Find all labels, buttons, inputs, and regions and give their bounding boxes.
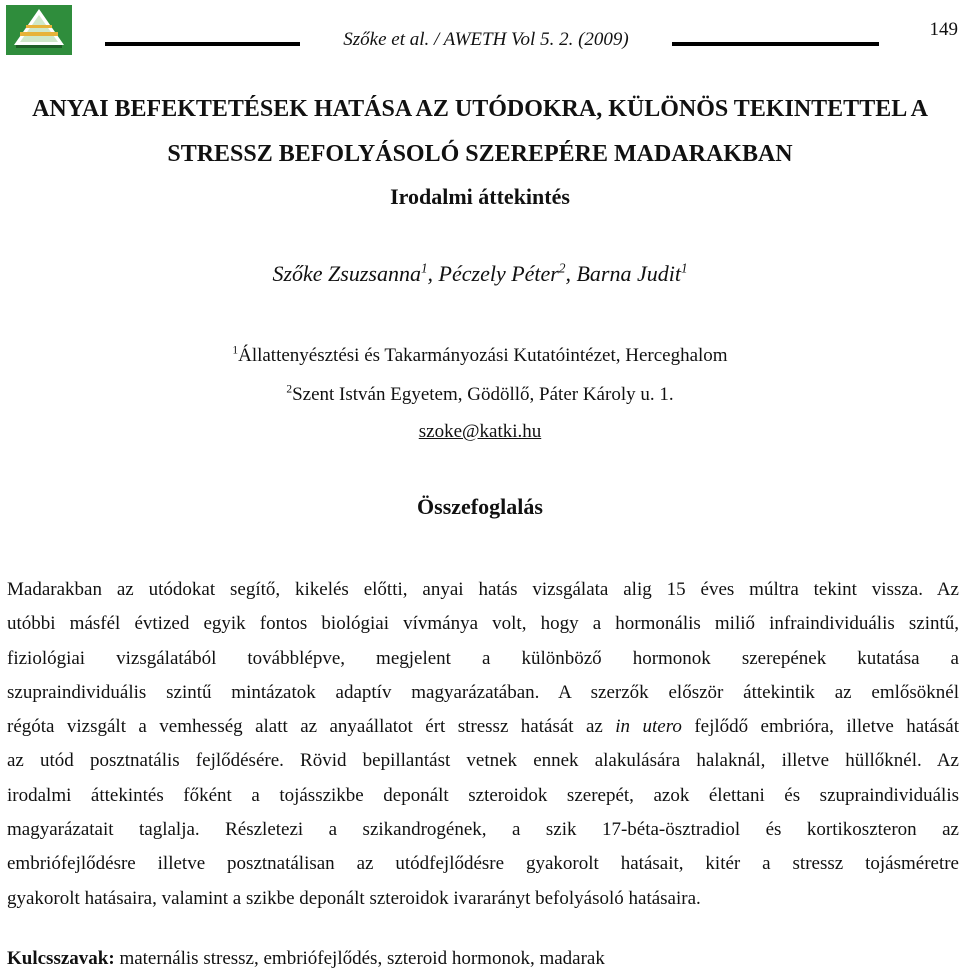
abstract-line: embriófejlődésre illetve posztnatálisan az utódfejlődésre gyakorolt hatásait, kitér a stressz tojásméretre <box>7 853 959 875</box>
abstract-text: fejlődő embrióra, illetve hatását <box>681 716 959 738</box>
header-rule-right <box>672 42 879 46</box>
abstract-line <box>7 710 959 744</box>
journal-logo <box>6 5 72 55</box>
abstract-line: irodalmi áttekintés főként a tojásszikbe deponált szteroidok szerepét, azok élettani és szupraindividuális <box>7 784 959 806</box>
abstract-line: Madarakban az utódokat segítő, kikelés előtti, anyai hatás vizsgálata alig 15 éves múltra tekint vissza. Az <box>7 579 959 600</box>
title-line-2: STRESSZ BEFOLYÁSOLÓ SZEREPÉRE MADARAKBAN <box>167 141 793 167</box>
affiliation-1 <box>0 344 960 368</box>
affiliation-2 <box>0 383 960 407</box>
abstract-line: az utód posztnatális fejlődésére. Rövid bepillantást vetnek ennek alakulására halaknál, illetve hüllőknél. Az <box>7 750 959 772</box>
author-2: , Péczely Péter <box>427 261 559 286</box>
abstract-heading: Összefoglalás <box>417 494 543 519</box>
abstract-line: utóbbi másfél évtized egyik fontos biológiai vívmánya volt, hogy a hormonális miliő infraindividuális szintű, <box>7 613 959 635</box>
affiliation-1-text: Állattenyésztési és Takarmányozási Kutatóintézet, Herceghalom <box>238 345 728 366</box>
email-link[interactable]: szoke@katki.hu <box>418 421 542 442</box>
abstract-italic-term: in utero <box>615 716 682 738</box>
abstract-line: fiziológiai vizsgálatából továbblépve, megjelent a különböző hormonok szerepének kutatása a <box>7 647 959 669</box>
keywords-text: maternális stressz, embriófejlődés, szteroid hormonok, madarak <box>114 948 605 969</box>
keywords <box>7 947 605 971</box>
header-rule-left <box>105 42 300 46</box>
author-1-affiliation: 1 <box>420 260 428 276</box>
author-3: , Barna Judit <box>565 261 681 286</box>
affiliation-2-number: 2 <box>286 383 293 396</box>
abstract-text: régóta vizsgált a vemhesség alatt az anyaállatot ért stressz hatását az <box>7 716 616 738</box>
logo-pyramid-icon <box>6 5 72 55</box>
abstract-line: gyakorolt hatásaira, valamint a szikbe deponált szteroidok ivararányt befolyásoló hatásaira. <box>7 887 701 909</box>
affiliation-2-text: Szent István Egyetem, Gödöllő, Páter Károly u. 1. <box>292 384 674 405</box>
author-1: Szőke Zsuzsanna <box>272 261 421 286</box>
abstract-line: magyarázatait taglalja. Részletezi a szikandrogének, a szik 17-béta-ösztradiol és kortikoszteron az <box>7 819 959 841</box>
abstract-body <box>7 573 959 916</box>
title-line-1: ANYAI BEFEKTETÉSEK HATÁSA AZ UTÓDOKRA, KÜLÖNÖS TEKINTETTEL A <box>32 96 928 122</box>
author-2-affiliation: 2 <box>558 260 566 276</box>
subtitle: Irodalmi áttekintés <box>390 184 570 209</box>
running-head: Szőke et al. / AWETH Vol 5. 2. (2009) <box>343 29 629 50</box>
contact-email[interactable] <box>0 420 960 444</box>
keywords-label: Kulcsszavak: <box>7 948 115 969</box>
abstract-line: szupraindividuális szintű mintázatok adaptív magyarázatában. A szerzők először áttekintik az emlősöknél <box>7 681 959 703</box>
affiliation-1-number: 1 <box>232 344 239 357</box>
author-3-affiliation: 1 <box>680 260 688 276</box>
page-number: 149 <box>929 19 958 40</box>
author-list <box>0 259 960 289</box>
